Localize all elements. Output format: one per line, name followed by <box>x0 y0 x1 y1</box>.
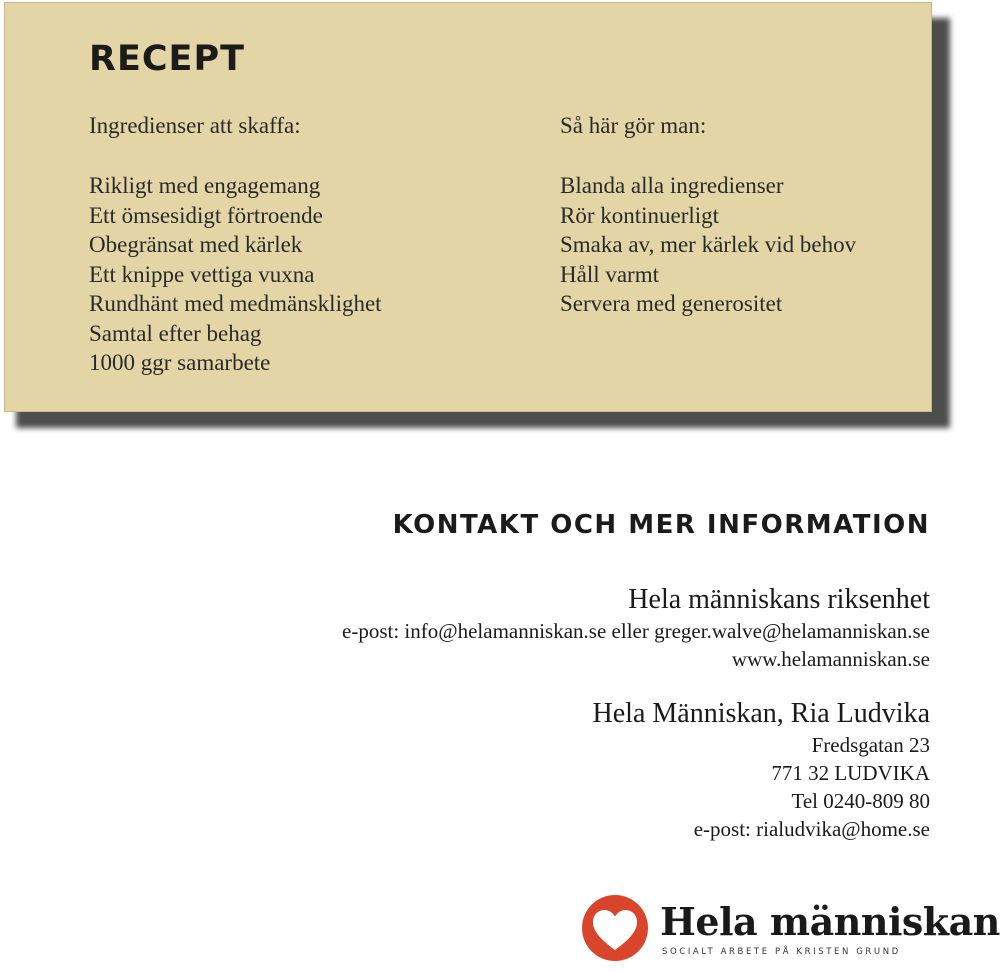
list-item: Samtal efter behag <box>89 320 262 346</box>
instructions-list <box>560 171 856 319</box>
list-item: Håll varmt <box>560 261 659 287</box>
contact-national <box>342 583 930 673</box>
heart-icon <box>580 893 650 963</box>
logo-name: Hela människan <box>660 899 1000 944</box>
ingredients-heading: Ingredienser att skaffa: <box>89 113 301 138</box>
list-item: Rundhänt med medmänsklighet <box>89 291 382 316</box>
recipe-card <box>4 2 932 412</box>
contact-local <box>593 697 930 843</box>
list-item: Ett ömsesidigt förtroende <box>89 202 323 228</box>
list-item: Obegränsat med kärlek <box>89 232 303 257</box>
logo-tagline: SOCIALT ARBETE PÅ KRISTEN GRUND <box>662 947 901 957</box>
instructions-heading: Så här gör man: <box>560 113 707 138</box>
list-item: Rör kontinuerligt <box>560 202 720 228</box>
org-email[interactable]: e-post: rialudvika@home.se <box>693 817 930 841</box>
list-item: Ett knippe vettiga vuxna <box>89 261 315 287</box>
ingredients-list <box>89 171 382 378</box>
org-postal: 771 32 LUDVIKA <box>771 761 930 785</box>
list-item: Servera med generositet <box>560 291 783 316</box>
list-item: Rikligt med engagemang <box>89 173 321 198</box>
recipe-title: RECEPT <box>89 39 245 79</box>
contact-title: KONTAKT OCH MER INFORMATION <box>392 510 930 540</box>
org-name: Hela Människan, Ria Ludvika <box>592 698 930 729</box>
org-email[interactable]: e-post: info@helamanniskan.se eller greger.walve@helamanniskan.se <box>342 619 930 643</box>
org-phone: Tel 0240-809 80 <box>791 789 930 813</box>
org-name: Hela människans riksenhet <box>628 584 930 615</box>
logo <box>580 893 1000 963</box>
list-item: 1000 ggr samarbete <box>89 350 271 375</box>
org-website[interactable]: www.helamanniskan.se <box>731 647 930 671</box>
list-item: Smaka av, mer kärlek vid behov <box>560 232 857 257</box>
list-item: Blanda alla ingredienser <box>560 173 784 198</box>
org-street: Fredsgatan 23 <box>811 733 930 757</box>
